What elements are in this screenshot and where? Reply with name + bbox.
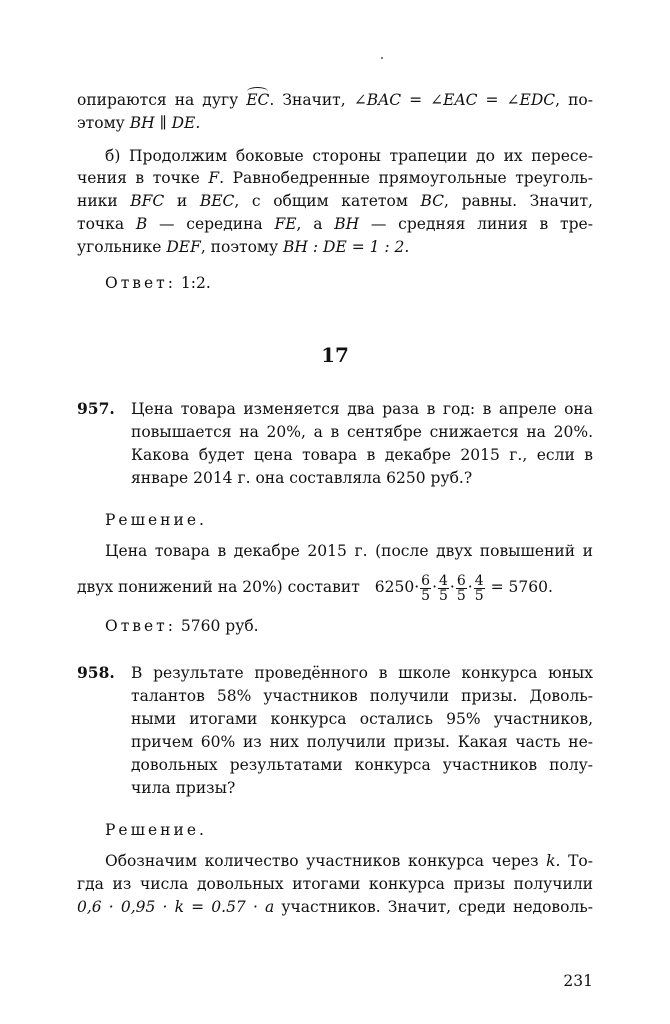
text: .: [404, 238, 410, 256]
answer-value: 5760 руб.: [180, 617, 259, 635]
problem-line: январе 2014 г. она составляла 6250 руб.?: [131, 469, 473, 487]
text: , а: [296, 215, 323, 233]
fraction: [438, 574, 449, 603]
text: То-: [568, 852, 593, 870]
segment-fe: FE: [274, 215, 297, 233]
text: , поэтому: [200, 238, 279, 256]
section-number: 17: [321, 343, 349, 367]
answer-value: 1:2.: [180, 274, 211, 292]
page-number: 231: [563, 972, 593, 990]
fraction: [474, 574, 485, 603]
angle-equality: ∠BAC = ∠EAC = ∠EDC: [353, 91, 556, 109]
fraction-numerator: 6: [456, 572, 466, 589]
text-line: [77, 168, 593, 188]
text: чения в точке: [77, 169, 200, 187]
text: двух понижений на 20%) составит: [77, 578, 360, 596]
arc-ec: EC: [246, 91, 270, 109]
point-f: F: [208, 169, 220, 187]
triangle-def: DEF: [166, 238, 201, 256]
fraction-denominator: 5: [456, 587, 466, 604]
problem-line: Цена товара изменяется два раза в год: в апреле она: [131, 400, 593, 418]
text: — средняя линия в тре-: [370, 215, 593, 233]
solution-line: двух понижений на 20%) составит 6250· $\frac{6}{5}$ · $\frac{4}{5}$ · $\frac{6}{5}$ · $\frac{4}{5}$ = 5760.: [77, 572, 553, 604]
problem-line: ными итогами конкурса остались 95% участников,: [131, 710, 593, 728]
point-b: B: [135, 215, 148, 233]
solution-line: Цена товара в декабре 2015 г. (после двух повышений и: [105, 542, 593, 560]
expression: 0,6 · 0,95 · k = 0.57 · a: [77, 898, 275, 916]
text-line: [105, 146, 593, 166]
solution-line: гда из числа довольных итогами конкурса призы получили: [77, 875, 593, 893]
text-line: [77, 214, 593, 234]
text: б) Продолжим боковые стороны трапеции до их пересе-: [105, 147, 593, 165]
fraction-denominator: 5: [421, 587, 431, 604]
text: точка: [77, 215, 125, 233]
text: — середина: [159, 215, 263, 233]
text: и: [176, 192, 188, 210]
text: Обозначим количество участников конкурса через: [105, 852, 539, 870]
solution-label: Решение.: [105, 511, 207, 529]
fraction: [456, 574, 467, 603]
fraction-numerator: 6: [421, 572, 431, 589]
segment-bh: BH: [334, 215, 360, 233]
text: участников. Значит, среди недоволь-: [281, 898, 593, 916]
fraction-numerator: 4: [439, 572, 448, 589]
text-line: [77, 191, 593, 211]
fraction: [420, 574, 431, 603]
text-line: [77, 237, 593, 257]
answer-1: [105, 273, 593, 293]
triangle-bec: BEC: [199, 192, 235, 210]
parallel-statement: BH ∥ DE.: [129, 114, 201, 132]
text: , равны. Значит,: [444, 192, 593, 210]
problem-number: 957.: [77, 399, 115, 418]
calc-result: = 5760.: [490, 578, 553, 596]
text: , по-: [555, 91, 594, 109]
problem-line: довольных результатами конкурса участников полу-: [131, 756, 593, 774]
ratio: BH : DE = 1 : 2: [283, 238, 405, 256]
problem-line: талантов 58% участников получили призы. Доволь-: [131, 687, 593, 705]
text: , с общим катетом: [234, 192, 408, 210]
text: угольнике: [77, 238, 162, 256]
fraction-denominator: 5: [474, 587, 484, 604]
text: этому: [77, 114, 125, 132]
problem-line: повышается на 20%, а в сентябре снижается на 20%.: [131, 423, 593, 441]
answer-2: [105, 616, 593, 636]
text: опираются на дугу: [77, 91, 239, 109]
solution-label: Решение.: [105, 821, 207, 839]
fraction-denominator: 5: [439, 587, 448, 604]
variable-k: k.: [546, 852, 561, 870]
text: ники: [77, 192, 118, 210]
text-line: [77, 90, 593, 110]
problem-line: В результате проведённого в школе конкурса юных: [131, 664, 593, 682]
segment-bc: BC: [420, 192, 445, 210]
text-line: [77, 113, 593, 133]
text: . Значит,: [269, 91, 346, 109]
solution-line: [105, 851, 593, 871]
answer-label: Ответ:: [105, 617, 176, 635]
speck: [381, 57, 383, 59]
text: . Равнобедренные прямоугольные треуголь-: [219, 169, 593, 187]
solution-line: [77, 897, 593, 917]
answer-label: Ответ:: [105, 274, 176, 292]
calc-start: 6250: [374, 578, 415, 596]
problem-line: чила призы?: [131, 779, 236, 797]
triangle-bfc: BFC: [130, 192, 165, 210]
fraction-numerator: 4: [474, 572, 484, 589]
problem-line: Какова будет цена товара в декабре 2015 г., если в: [131, 446, 593, 464]
problem-line: причем 60% из них получили призы. Какая часть не-: [131, 733, 593, 751]
problem-number: 958.: [77, 663, 115, 682]
